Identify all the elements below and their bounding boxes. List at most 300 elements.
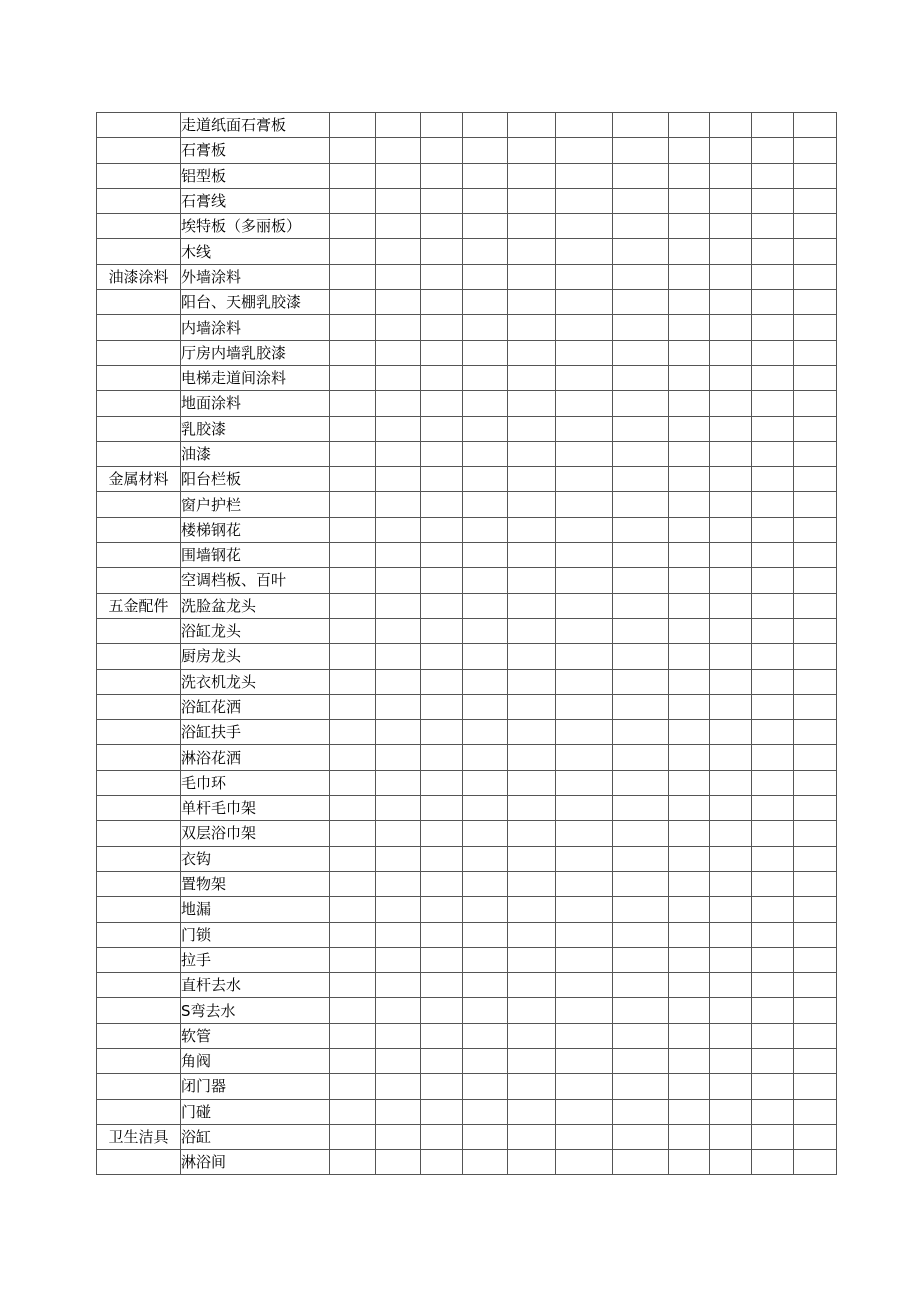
empty-cell xyxy=(669,391,710,416)
empty-cell xyxy=(613,315,669,340)
item-cell: 双层浴巾架 xyxy=(181,821,330,846)
empty-cell xyxy=(376,644,421,669)
empty-cell xyxy=(330,264,376,289)
item-cell: 单杆毛巾架 xyxy=(181,796,330,821)
empty-cell xyxy=(710,796,752,821)
empty-cell xyxy=(463,543,508,568)
empty-cell xyxy=(421,315,463,340)
empty-cell xyxy=(508,365,556,390)
empty-cell xyxy=(463,947,508,972)
empty-cell xyxy=(330,1099,376,1124)
category-cell xyxy=(97,1099,181,1124)
empty-cell xyxy=(794,138,837,163)
category-cell xyxy=(97,441,181,466)
empty-cell xyxy=(613,720,669,745)
category-cell xyxy=(97,239,181,264)
empty-cell xyxy=(508,618,556,643)
empty-cell xyxy=(794,1099,837,1124)
empty-cell xyxy=(752,467,794,492)
empty-cell xyxy=(669,871,710,896)
empty-cell xyxy=(710,644,752,669)
empty-cell xyxy=(613,846,669,871)
empty-cell xyxy=(330,973,376,998)
empty-cell xyxy=(613,239,669,264)
empty-cell xyxy=(508,214,556,239)
table-row xyxy=(97,163,837,188)
empty-cell xyxy=(710,1023,752,1048)
empty-cell xyxy=(330,871,376,896)
empty-cell xyxy=(613,745,669,770)
category-cell xyxy=(97,871,181,896)
empty-cell xyxy=(330,770,376,795)
empty-cell xyxy=(376,163,421,188)
empty-cell xyxy=(330,947,376,972)
empty-cell xyxy=(508,290,556,315)
item-cell: 外墙涂料 xyxy=(181,264,330,289)
materials-table-body xyxy=(97,113,837,1175)
empty-cell xyxy=(421,290,463,315)
empty-cell xyxy=(463,1124,508,1149)
empty-cell xyxy=(463,492,508,517)
empty-cell xyxy=(752,239,794,264)
empty-cell xyxy=(463,416,508,441)
category-cell xyxy=(97,1150,181,1175)
empty-cell xyxy=(669,492,710,517)
empty-cell xyxy=(330,1124,376,1149)
item-cell: 拉手 xyxy=(181,947,330,972)
empty-cell xyxy=(752,441,794,466)
empty-cell xyxy=(508,441,556,466)
empty-cell xyxy=(508,998,556,1023)
table-row xyxy=(97,391,837,416)
table-row xyxy=(97,770,837,795)
empty-cell xyxy=(556,391,613,416)
empty-cell xyxy=(752,1074,794,1099)
empty-cell xyxy=(669,998,710,1023)
empty-cell xyxy=(421,391,463,416)
item-cell: 石膏线 xyxy=(181,188,330,213)
empty-cell xyxy=(330,618,376,643)
table-row xyxy=(97,492,837,517)
empty-cell xyxy=(556,568,613,593)
item-cell: 置物架 xyxy=(181,871,330,896)
item-cell: 乳胶漆 xyxy=(181,416,330,441)
item-cell: 阳台、天棚乳胶漆 xyxy=(181,290,330,315)
empty-cell xyxy=(376,467,421,492)
empty-cell xyxy=(330,416,376,441)
item-cell: 走道纸面石膏板 xyxy=(181,113,330,138)
empty-cell xyxy=(556,467,613,492)
empty-cell xyxy=(330,998,376,1023)
table-row xyxy=(97,618,837,643)
empty-cell xyxy=(376,846,421,871)
empty-cell xyxy=(710,1099,752,1124)
empty-cell xyxy=(669,467,710,492)
empty-cell xyxy=(710,467,752,492)
table-row xyxy=(97,998,837,1023)
table-row xyxy=(97,593,837,618)
empty-cell xyxy=(376,770,421,795)
empty-cell xyxy=(463,188,508,213)
empty-cell xyxy=(613,290,669,315)
empty-cell xyxy=(421,1048,463,1073)
empty-cell xyxy=(463,1074,508,1099)
empty-cell xyxy=(463,467,508,492)
empty-cell xyxy=(669,365,710,390)
empty-cell xyxy=(669,770,710,795)
empty-cell xyxy=(710,1048,752,1073)
empty-cell xyxy=(669,796,710,821)
empty-cell xyxy=(376,290,421,315)
empty-cell xyxy=(376,340,421,365)
category-cell: 卫生洁具 xyxy=(97,1124,181,1149)
empty-cell xyxy=(508,1074,556,1099)
empty-cell xyxy=(463,1099,508,1124)
empty-cell xyxy=(463,1150,508,1175)
empty-cell xyxy=(613,467,669,492)
empty-cell xyxy=(421,1074,463,1099)
empty-cell xyxy=(463,264,508,289)
empty-cell xyxy=(752,1023,794,1048)
empty-cell xyxy=(376,416,421,441)
empty-cell xyxy=(752,1099,794,1124)
table-row xyxy=(97,897,837,922)
empty-cell xyxy=(669,543,710,568)
empty-cell xyxy=(556,113,613,138)
empty-cell xyxy=(556,644,613,669)
empty-cell xyxy=(330,897,376,922)
empty-cell xyxy=(556,1074,613,1099)
empty-cell xyxy=(556,922,613,947)
table-row xyxy=(97,138,837,163)
empty-cell xyxy=(376,1074,421,1099)
empty-cell xyxy=(556,441,613,466)
empty-cell xyxy=(330,720,376,745)
item-cell: 地漏 xyxy=(181,897,330,922)
empty-cell xyxy=(752,796,794,821)
empty-cell xyxy=(330,441,376,466)
empty-cell xyxy=(752,543,794,568)
empty-cell xyxy=(710,340,752,365)
table-row xyxy=(97,1099,837,1124)
empty-cell xyxy=(330,365,376,390)
empty-cell xyxy=(421,770,463,795)
empty-cell xyxy=(613,897,669,922)
empty-cell xyxy=(508,391,556,416)
empty-cell xyxy=(330,644,376,669)
empty-cell xyxy=(794,391,837,416)
empty-cell xyxy=(752,897,794,922)
empty-cell xyxy=(421,871,463,896)
empty-cell xyxy=(752,163,794,188)
empty-cell xyxy=(794,113,837,138)
item-cell: 角阀 xyxy=(181,1048,330,1073)
category-cell xyxy=(97,720,181,745)
item-cell: 厨房龙头 xyxy=(181,644,330,669)
empty-cell xyxy=(421,441,463,466)
empty-cell xyxy=(669,644,710,669)
empty-cell xyxy=(330,290,376,315)
empty-cell xyxy=(613,821,669,846)
item-cell: 阳台栏板 xyxy=(181,467,330,492)
empty-cell xyxy=(556,188,613,213)
empty-cell xyxy=(710,264,752,289)
table-row xyxy=(97,720,837,745)
empty-cell xyxy=(710,669,752,694)
empty-cell xyxy=(613,163,669,188)
empty-cell xyxy=(556,846,613,871)
empty-cell xyxy=(421,669,463,694)
empty-cell xyxy=(556,821,613,846)
category-cell xyxy=(97,517,181,542)
empty-cell xyxy=(421,1124,463,1149)
empty-cell xyxy=(376,998,421,1023)
empty-cell xyxy=(421,998,463,1023)
empty-cell xyxy=(794,770,837,795)
empty-cell xyxy=(330,821,376,846)
empty-cell xyxy=(669,340,710,365)
category-cell xyxy=(97,290,181,315)
empty-cell xyxy=(669,441,710,466)
empty-cell xyxy=(669,1099,710,1124)
category-cell xyxy=(97,644,181,669)
empty-cell xyxy=(710,1124,752,1149)
empty-cell xyxy=(376,1124,421,1149)
empty-cell xyxy=(556,416,613,441)
empty-cell xyxy=(669,897,710,922)
empty-cell xyxy=(508,543,556,568)
category-cell xyxy=(97,340,181,365)
empty-cell xyxy=(710,113,752,138)
empty-cell xyxy=(556,214,613,239)
empty-cell xyxy=(508,163,556,188)
category-cell: 金属材料 xyxy=(97,467,181,492)
empty-cell xyxy=(556,163,613,188)
empty-cell xyxy=(794,467,837,492)
empty-cell xyxy=(376,188,421,213)
empty-cell xyxy=(376,720,421,745)
empty-cell xyxy=(710,947,752,972)
empty-cell xyxy=(330,593,376,618)
empty-cell xyxy=(752,290,794,315)
item-cell: 地面涂料 xyxy=(181,391,330,416)
category-cell xyxy=(97,188,181,213)
empty-cell xyxy=(556,138,613,163)
empty-cell xyxy=(613,644,669,669)
empty-cell xyxy=(794,264,837,289)
empty-cell xyxy=(556,871,613,896)
item-cell: 油漆 xyxy=(181,441,330,466)
empty-cell xyxy=(752,618,794,643)
empty-cell xyxy=(613,543,669,568)
item-cell: 铝型板 xyxy=(181,163,330,188)
item-cell: 门碰 xyxy=(181,1099,330,1124)
empty-cell xyxy=(330,391,376,416)
empty-cell xyxy=(556,239,613,264)
table-row xyxy=(97,517,837,542)
empty-cell xyxy=(710,492,752,517)
empty-cell xyxy=(463,770,508,795)
empty-cell xyxy=(613,669,669,694)
category-cell xyxy=(97,821,181,846)
empty-cell xyxy=(556,593,613,618)
empty-cell xyxy=(710,1074,752,1099)
table-row xyxy=(97,467,837,492)
table-row xyxy=(97,1124,837,1149)
table-row xyxy=(97,669,837,694)
empty-cell xyxy=(330,796,376,821)
empty-cell xyxy=(463,796,508,821)
item-cell: 淋浴花洒 xyxy=(181,745,330,770)
empty-cell xyxy=(613,618,669,643)
category-cell xyxy=(97,669,181,694)
empty-cell xyxy=(613,593,669,618)
empty-cell xyxy=(463,1023,508,1048)
empty-cell xyxy=(376,441,421,466)
empty-cell xyxy=(613,441,669,466)
category-cell xyxy=(97,745,181,770)
empty-cell xyxy=(556,973,613,998)
empty-cell xyxy=(794,897,837,922)
empty-cell xyxy=(752,113,794,138)
empty-cell xyxy=(463,365,508,390)
empty-cell xyxy=(710,365,752,390)
empty-cell xyxy=(421,163,463,188)
empty-cell xyxy=(613,391,669,416)
empty-cell xyxy=(752,315,794,340)
empty-cell xyxy=(421,947,463,972)
empty-cell xyxy=(421,568,463,593)
item-cell: 楼梯钢花 xyxy=(181,517,330,542)
empty-cell xyxy=(710,694,752,719)
empty-cell xyxy=(794,846,837,871)
empty-cell xyxy=(794,315,837,340)
item-cell: 浴缸花洒 xyxy=(181,694,330,719)
empty-cell xyxy=(752,1048,794,1073)
empty-cell xyxy=(669,947,710,972)
empty-cell xyxy=(556,1150,613,1175)
empty-cell xyxy=(556,492,613,517)
empty-cell xyxy=(556,517,613,542)
empty-cell xyxy=(613,1023,669,1048)
item-cell: 洗衣机龙头 xyxy=(181,669,330,694)
empty-cell xyxy=(556,543,613,568)
category-cell xyxy=(97,214,181,239)
empty-cell xyxy=(556,1023,613,1048)
empty-cell xyxy=(421,694,463,719)
empty-cell xyxy=(421,543,463,568)
table-row xyxy=(97,947,837,972)
empty-cell xyxy=(794,1124,837,1149)
empty-cell xyxy=(613,998,669,1023)
item-cell: 石膏板 xyxy=(181,138,330,163)
empty-cell xyxy=(463,720,508,745)
table-row xyxy=(97,441,837,466)
empty-cell xyxy=(376,618,421,643)
empty-cell xyxy=(752,138,794,163)
table-row xyxy=(97,1048,837,1073)
item-cell: 门锁 xyxy=(181,922,330,947)
table-row xyxy=(97,796,837,821)
empty-cell xyxy=(463,846,508,871)
category-cell xyxy=(97,1023,181,1048)
empty-cell xyxy=(421,467,463,492)
empty-cell xyxy=(376,264,421,289)
empty-cell xyxy=(794,922,837,947)
empty-cell xyxy=(376,492,421,517)
empty-cell xyxy=(794,720,837,745)
empty-cell xyxy=(376,821,421,846)
empty-cell xyxy=(752,745,794,770)
empty-cell xyxy=(330,1150,376,1175)
empty-cell xyxy=(330,138,376,163)
empty-cell xyxy=(376,1150,421,1175)
empty-cell xyxy=(710,720,752,745)
empty-cell xyxy=(752,214,794,239)
empty-cell xyxy=(669,517,710,542)
empty-cell xyxy=(330,1023,376,1048)
empty-cell xyxy=(669,264,710,289)
item-cell: 浴缸龙头 xyxy=(181,618,330,643)
empty-cell xyxy=(752,568,794,593)
empty-cell xyxy=(421,973,463,998)
empty-cell xyxy=(794,239,837,264)
empty-cell xyxy=(794,796,837,821)
table-row xyxy=(97,340,837,365)
empty-cell xyxy=(794,618,837,643)
empty-cell xyxy=(463,315,508,340)
empty-cell xyxy=(421,618,463,643)
category-cell xyxy=(97,796,181,821)
empty-cell xyxy=(556,1124,613,1149)
item-cell: 窗户护栏 xyxy=(181,492,330,517)
table-row xyxy=(97,264,837,289)
empty-cell xyxy=(376,669,421,694)
category-cell xyxy=(97,998,181,1023)
item-cell: 闭门器 xyxy=(181,1074,330,1099)
empty-cell xyxy=(794,365,837,390)
empty-cell xyxy=(669,1150,710,1175)
empty-cell xyxy=(508,796,556,821)
empty-cell xyxy=(376,947,421,972)
empty-cell xyxy=(752,416,794,441)
empty-cell xyxy=(669,669,710,694)
empty-cell xyxy=(613,188,669,213)
empty-cell xyxy=(463,897,508,922)
empty-cell xyxy=(330,1048,376,1073)
empty-cell xyxy=(421,593,463,618)
category-cell: 五金配件 xyxy=(97,593,181,618)
empty-cell xyxy=(752,871,794,896)
empty-cell xyxy=(556,694,613,719)
empty-cell xyxy=(330,188,376,213)
empty-cell xyxy=(794,543,837,568)
empty-cell xyxy=(508,1048,556,1073)
empty-cell xyxy=(376,543,421,568)
empty-cell xyxy=(613,214,669,239)
empty-cell xyxy=(669,618,710,643)
empty-cell xyxy=(463,214,508,239)
empty-cell xyxy=(463,669,508,694)
empty-cell xyxy=(710,745,752,770)
empty-cell xyxy=(376,593,421,618)
empty-cell xyxy=(710,163,752,188)
empty-cell xyxy=(421,264,463,289)
empty-cell xyxy=(508,264,556,289)
table-row xyxy=(97,1150,837,1175)
table-row xyxy=(97,1023,837,1048)
empty-cell xyxy=(508,1124,556,1149)
